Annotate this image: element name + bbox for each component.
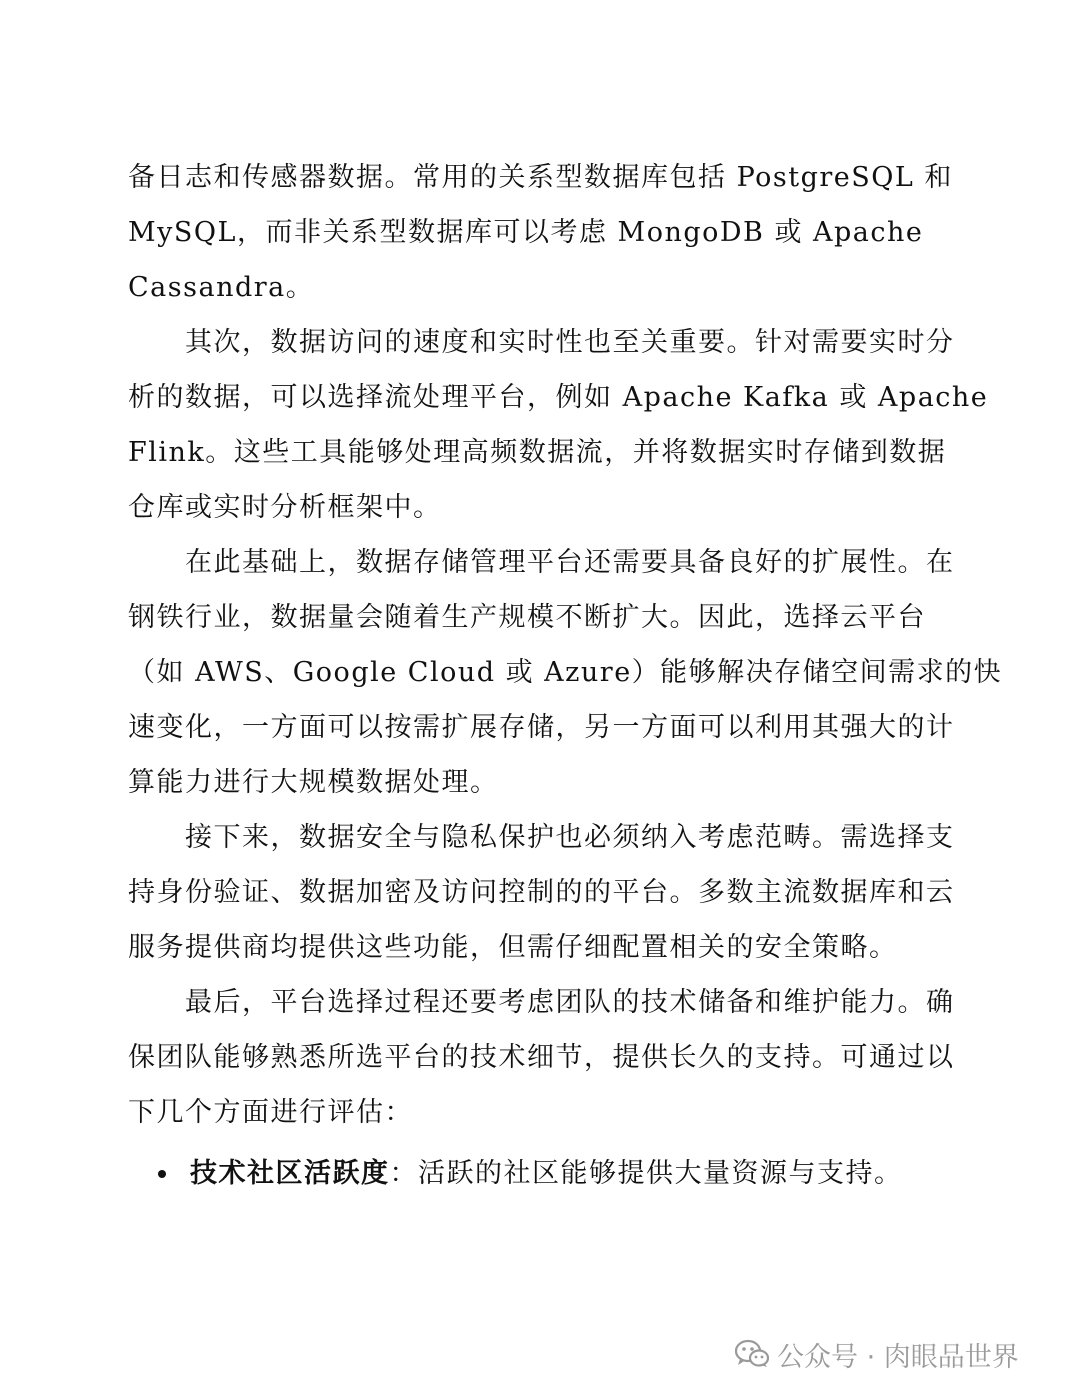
watermark-text: 公众号 · 肉眼品世界: [777, 1341, 1019, 1373]
text-line: 下几个方面进行评估：: [128, 1097, 413, 1128]
bullet-description: ：活跃的社区能够提供大量资源与支持。: [389, 1158, 903, 1189]
text-line: 仓库或实时分析框架中。: [128, 492, 442, 523]
bullet-list-item: [128, 1146, 948, 1201]
text-line: Flink。这些工具能够处理高频数据流，并将数据实时存储到数据: [128, 437, 947, 468]
text-line: Cassandra。: [128, 272, 315, 303]
text-line: 速变化，一方面可以按需扩展存储，另一方面可以利用其强大的计: [128, 712, 955, 743]
text-line: 持身份验证、数据加密及访问控制的的平台。多数主流数据库和云: [128, 877, 955, 908]
text-line: 算能力进行大规模数据处理。: [128, 767, 499, 798]
text-line: 备日志和传感器数据。常用的关系型数据库包括 PostgreSQL 和: [128, 162, 953, 193]
text-line: 钢铁行业，数据量会随着生产规模不断扩大。因此，选择云平台: [128, 602, 926, 633]
text-line: （如 AWS、Google Cloud 或 Azure）能够解决存储空间需求的快: [128, 657, 1003, 688]
text-line: MySQL，而非关系型数据库可以考虑 MongoDB 或 Apache: [128, 217, 924, 248]
text-line: 服务提供商均提供这些功能，但需仔细配置相关的安全策略。: [128, 932, 898, 963]
paragraph-start-line: 接下来，数据安全与隐私保护也必须纳入考虑范畴。需选择支: [185, 822, 955, 853]
bullet-dot-icon: [158, 1170, 166, 1178]
paragraph-start-line: 最后，平台选择过程还要考虑团队的技术储备和维护能力。确: [185, 987, 955, 1018]
watermark: [735, 1332, 1019, 1376]
bullet-text: [190, 1146, 903, 1201]
document-page: [128, 150, 1003, 1201]
text-line: 保团队能够熟悉所选平台的技术细节，提供长久的支持。可通过以: [128, 1042, 955, 1073]
text-line: 析的数据，可以选择流处理平台，例如 Apache Kafka 或 Apache: [128, 382, 989, 413]
paragraph-start-line: 其次，数据访问的速度和实时性也至关重要。针对需要实时分: [185, 327, 955, 358]
wechat-icon: [735, 1339, 769, 1369]
bullet-term: 技术社区活跃度: [190, 1158, 390, 1189]
paragraph-start-line: 在此基础上，数据存储管理平台还需要具备良好的扩展性。在: [185, 547, 955, 578]
